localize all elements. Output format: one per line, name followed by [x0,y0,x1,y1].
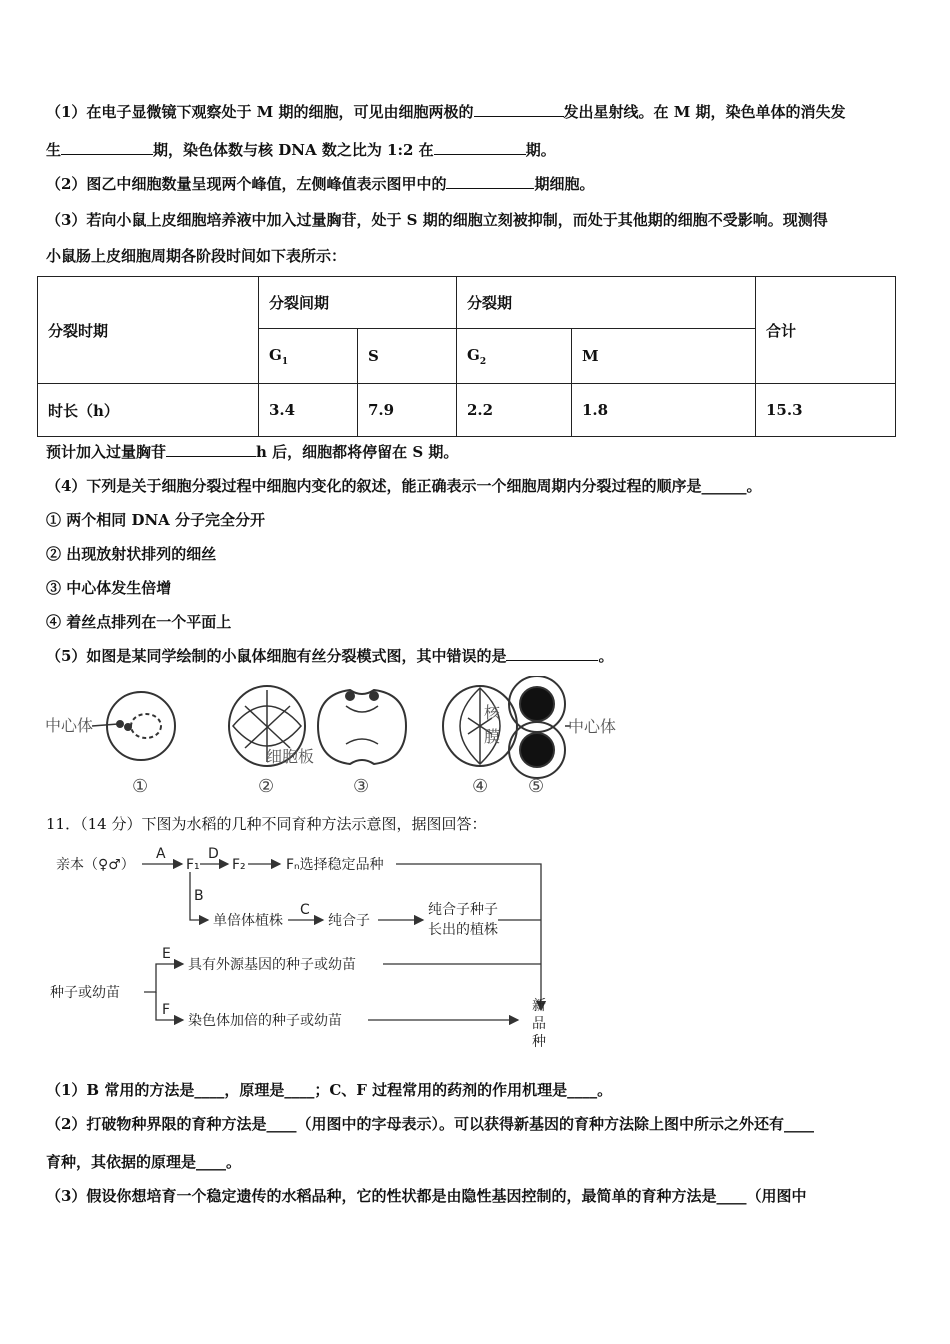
row-label-duration: 时长（h） [38,384,259,437]
breeding-flowchart [48,842,568,1052]
q4-option-2: ② 出现放射状排列的细丝 [46,545,217,563]
answer-blank[interactable] [166,442,256,457]
q4-line: （4）下列是关于细胞分裂过程中细胞内变化的叙述，能正确表示一个细胞周期内分裂过程的顺序是______。 [46,477,762,495]
label-centrosome-right: 中心体 [568,717,617,736]
header-period: 分裂时期 [38,277,259,384]
answer-blank[interactable] [474,102,564,117]
answer-blank[interactable] [506,646,598,661]
q1-line2: 生 期，染色体数与核 DNA 数之比为 1:2 在 期。 [46,141,556,159]
header-g2: $G_2$ [457,329,572,384]
q4-option-1: ① 两个相同 DNA 分子完全分开 [46,511,266,529]
cell-3 [318,690,406,764]
cell-cycle-table [37,276,896,437]
value-s: 7.9 [358,384,457,437]
q1-line1: （1）在电子显微镜下观察处于 M 期的细胞，可见由细胞两极的 发出星射线。在 M 期，染色单体的消失发 [46,103,846,121]
q11-part2-line2: 育种，其依据的原理是____。 [46,1153,242,1171]
node-parents: 亲本（♀♂） [56,857,135,873]
edge-label-d: D [208,846,219,862]
q5-line: （5）如图是某同学绘制的小鼠体细胞有丝分裂模式图，其中错误的是 。 [46,647,614,665]
value-g2: 2.2 [457,384,572,437]
node-seed: 种子或幼苗 [50,985,120,1001]
value-m: 1.8 [572,384,756,437]
figure-number-1: ① [132,776,149,797]
node-homo-plant-1: 纯合子种子 [428,902,498,918]
node-new-2: 品 [532,1016,546,1032]
header-s: S [358,329,457,384]
figure-number-5: ⑤ [528,776,545,797]
value-g1: 3.4 [259,384,358,437]
q3-line2: 小鼠肠上皮细胞周期各阶段时间如下表所示： [46,247,347,265]
header-m: M [572,329,756,384]
label-nucleus-membrane-2: 膜 [484,727,501,746]
node-new-1: 新 [532,998,546,1014]
node-homo-plant-2: 长出的植株 [428,922,498,938]
node-foreign-gene: 具有外源基因的种子或幼苗 [188,957,356,973]
node-f1: F₁ [186,857,200,873]
q11-part3: （3）假设你想培育一个稳定遗传的水稻品种，它的性状都是由隐性基因控制的，最简单的育种方法是____（用图中 [46,1187,807,1205]
header-interphase: 分裂间期 [259,277,457,329]
q3-after-table: 预计加入过量胸苷 h 后，细胞都将停留在 S 期。 [46,443,459,461]
label-nucleus-membrane-1: 核 [484,703,501,722]
node-haploid: 单倍体植株 [213,913,283,929]
edge-label-c: C [300,902,310,918]
label-cell-plate: 细胞板 [266,747,315,766]
figure-number-4: ④ [472,776,489,797]
value-total: 15.3 [756,384,896,437]
figure-number-2: ② [258,776,275,797]
label-centrosome-left: 中心体 [45,716,94,735]
figure-number-3: ③ [353,776,370,797]
answer-blank[interactable] [61,140,153,155]
node-doubled: 染色体加倍的种子或幼苗 [188,1013,342,1029]
q4-option-3: ③ 中心体发生倍增 [46,579,172,597]
header-total: 合计 [756,277,896,384]
answer-blank[interactable] [434,140,526,155]
q11-part1: （1）B 常用的方法是____，原理是____；C、F 过程常用的药剂的作用机理是____。 [46,1081,613,1099]
node-homozygote: 纯合子 [328,913,370,929]
edge-label-a: A [156,846,166,862]
node-new-3: 种 [532,1034,546,1050]
header-mitosis: 分裂期 [457,277,756,329]
q11-part2-line1: （2）打破物种界限的育种方法是____（用图中的字母表示）。可以获得新基因的育种方法除上图中所示之外还有____ [46,1115,814,1133]
edge-label-f: F [162,1002,171,1018]
node-fn: Fₙ选择稳定品种 [286,857,384,873]
q11-title: 11．（14 分）下图为水稻的几种不同育种方法示意图，据图回答： [46,815,487,833]
header-g1: $G_1$ [259,329,358,384]
q4-option-4: ④ 着丝点排列在一个平面上 [46,613,232,631]
edge-label-e: E [162,946,171,962]
edge-label-b: B [194,888,204,904]
node-f2: F₂ [232,857,246,873]
q2-line: （2）图乙中细胞数量呈现两个峰值，左侧峰值表示图甲中的 期细胞。 [46,175,595,193]
mitosis-figure [40,676,640,798]
q3-line1: （3）若向小鼠上皮细胞培养液中加入过量胸苷，处于 S 期的细胞立刻被抑制，而处于其他期的细胞不受影响。现测得 [46,211,828,229]
answer-blank[interactable] [446,174,534,189]
